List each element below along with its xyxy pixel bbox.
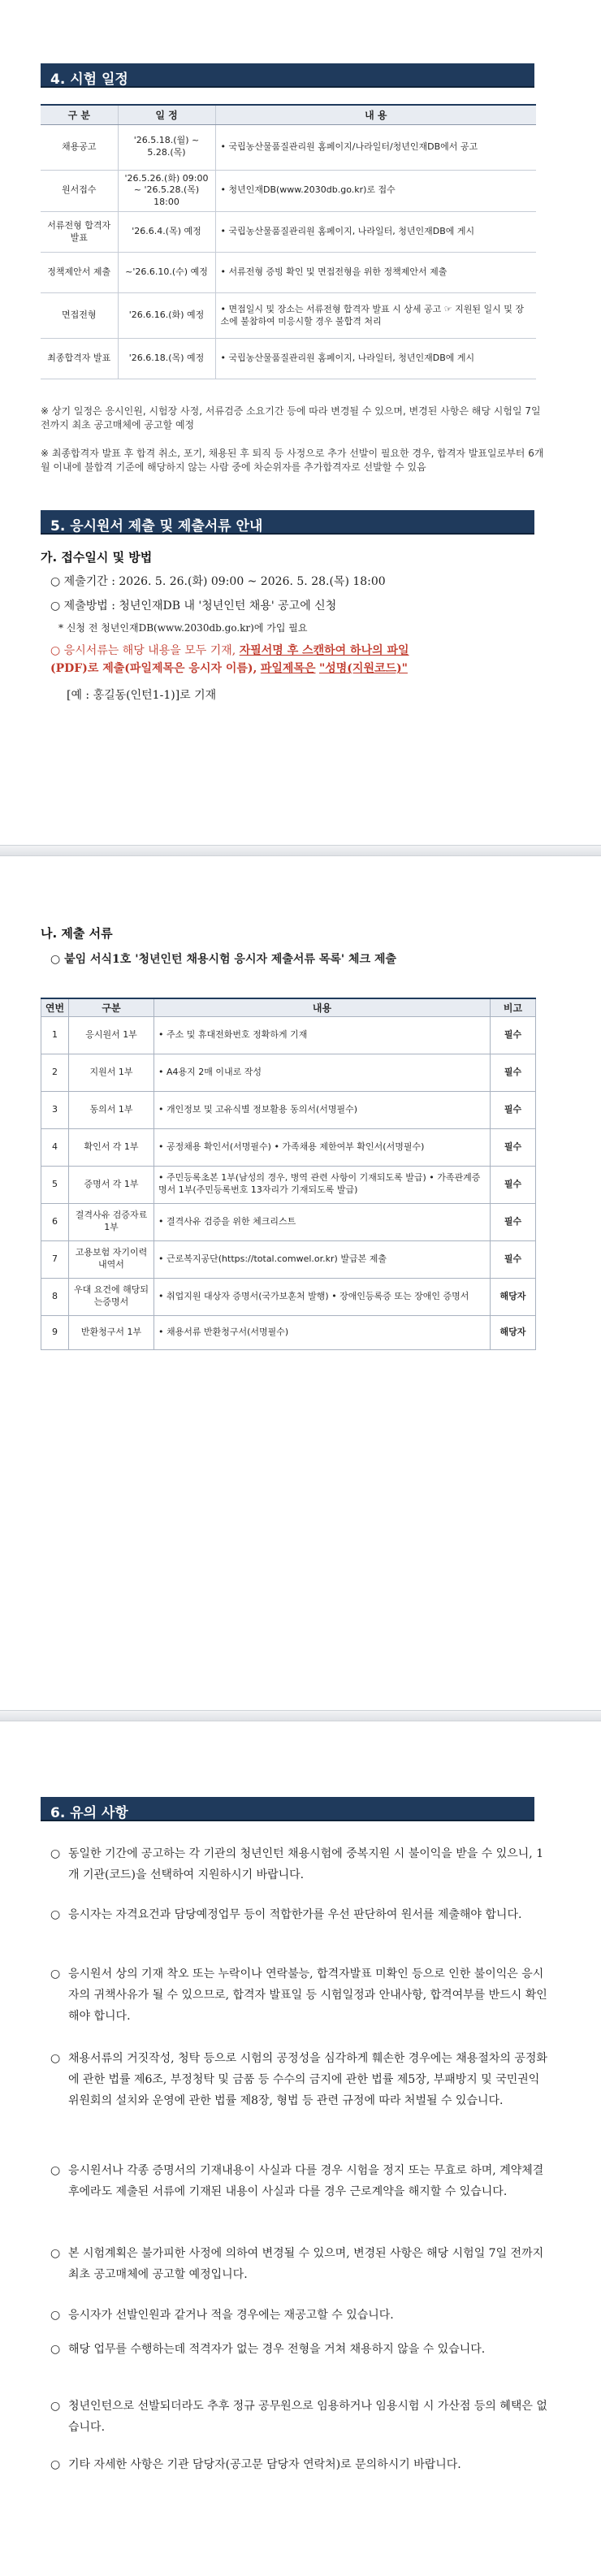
- schedule-date: '26.6.16.(화) 예정: [118, 293, 215, 339]
- doc-type: 응시원서 1부: [69, 1016, 154, 1054]
- schedule-category: 정책제안서 제출: [41, 253, 118, 293]
- doc-no: 9: [41, 1315, 69, 1349]
- doc-type: 지원서 1부: [69, 1054, 154, 1091]
- doc-type: 결격사유 검증자료 1부: [69, 1203, 154, 1240]
- table-row: [41, 1315, 536, 1349]
- schedule-date: '26.5.26.(화) 09:00 ~ '26.5.28.(목) 18:00: [118, 170, 215, 212]
- table-row: [41, 1240, 536, 1278]
- submission-method: ○ 제출방법 : 청년인재DB 내 '청년인턴 채용' 공고에 신청: [50, 600, 337, 613]
- caution-item: ○ 본 시험계획은 불가피한 사정에 의하여 변경될 수 있으며, 변경된 사항은 해당 시험일 7일 전까지 최초 공고매체에 공고할 예정입니다.: [50, 2244, 549, 2286]
- caution-item: ○ 응시원서 상의 기재 착오 또는 누락이나 연락불능, 합격자발표 미확인 등으로 인한 불이익은 응시자의 귀책사유가 될 수 있으므로, 합격자 발표일 등 시험일정과 안내사항, 합격여부를 반드시 확인해야 합니다.: [50, 1964, 549, 2028]
- table-row: [41, 1203, 536, 1240]
- caution-text: 동일한 기간에 공고하는 각 기관의 청년인턴 채용시험에 중복지원 시 불이익을 받을 수 있으니, 1개 기관(코드)을 선택하여 지원하시기 바랍니다.: [68, 1847, 544, 1881]
- caution-item: ○ 청년인턴으로 선발되더라도 추후 정규 공무원으로 임용하거나 임용시험 시 가산점 등의 혜택은 없습니다.: [50, 2396, 549, 2439]
- doc-no: 6: [41, 1203, 69, 1240]
- table-row: [41, 1128, 536, 1166]
- doc-no: 1: [41, 1016, 69, 1054]
- doc-type: 우대 요건에 해당되는증명서: [69, 1278, 154, 1315]
- instruction-part-c: (PDF)로 제출(파일제목은 응시자 이름),: [50, 662, 257, 676]
- schedule-content: • 서류전형 증빙 확인 및 면접전형을 위한 정책제안서 제출: [215, 253, 536, 293]
- doc-no: 7: [41, 1240, 69, 1278]
- schedule-content: • 국립농산물품질관리원 홈페이지, 나라일터, 청년인재DB에 게시: [215, 212, 536, 253]
- doc-remark: 필수: [491, 1203, 536, 1240]
- caution-item: ○ 채용서류의 거짓작성, 청탁 등으로 시험의 공정성을 심각하게 훼손한 경우에는 채용절차의 공정화에 관한 법률 제6조, 부정청탁 및 금품 등 수수의 금지에 관한 법률 제5장, 부패방지 및 국민권익위원회의 설치와 운영에 관한 법률 제8장, 형법 등 관련 규정에 따라 처벌될 수 있습니다.: [50, 2049, 549, 2112]
- doc-remark: 필수: [491, 1128, 536, 1166]
- schedule-note-2: ※ 최종합격자 발표 후 합격 취소, 포기, 채용된 후 퇴직 등 사정으로 추가 선발이 필요한 경우, 합격자 발표일로부터 6개월 이내에 불합격 기준에 해당하지 않는 사람 중에 차순위자를 추가합격자로 선발할 수 있음: [41, 448, 544, 474]
- table-row: [41, 1091, 536, 1128]
- caution-text: 본 시험계획은 불가피한 사정에 의하여 변경될 수 있으며, 변경된 사항은 해당 시험일 7일 전까지 최초 공고매체에 공고할 예정입니다.: [68, 2247, 544, 2281]
- schedule-category: 면접전형: [41, 293, 118, 339]
- table-row: [41, 293, 536, 339]
- doc-remark: 해당자: [491, 1278, 536, 1315]
- schedule-content: • 국립농산물품질관리원 홈페이지/나라일터/청년인재DB에서 공고: [215, 124, 536, 170]
- caution-item: ○ 응시자가 선발인원과 같거나 적을 경우에는 재공고할 수 있습니다.: [50, 2305, 549, 2327]
- docs-header-no: 연번: [41, 998, 69, 1016]
- doc-remark: 필수: [491, 1016, 536, 1054]
- doc-remark: 해당자: [491, 1315, 536, 1349]
- docs-header-type: 구분: [69, 998, 154, 1016]
- page-divider: [0, 1710, 601, 1721]
- table-row: [41, 1166, 536, 1203]
- section-5-title: 5. 응시원서 제출 및 제출서류 안내: [50, 518, 263, 535]
- caution-text: 응시자는 자격요건과 담당예정업무 등이 적합한가를 우선 판단하여 원서를 제출해야 합니다.: [68, 1908, 522, 1921]
- schedule-category: 서류전형 합격자 발표: [41, 212, 118, 253]
- document-instructions: [50, 642, 554, 678]
- doc-content: • 채용서류 반환청구서(서명필수): [154, 1315, 491, 1349]
- caution-text: 해당 업무를 수행하는데 적격자가 없는 경우 전형을 거쳐 채용하지 않을 수 있습니다.: [68, 2343, 486, 2356]
- caution-text: 응시원서나 각종 증명서의 기재내용이 사실과 다를 경우 시험을 정지 또는 무효로 하며, 계약체결 후에라도 제출된 서류에 기재된 내용이 사실과 다를 경우 근로계약을 해지할 수 있습니다.: [68, 2164, 544, 2198]
- docs-header-remark: 비고: [491, 998, 536, 1016]
- doc-no: 2: [41, 1054, 69, 1091]
- doc-remark: 필수: [491, 1240, 536, 1278]
- table-row: [41, 339, 536, 379]
- section-5-heading: [41, 510, 534, 535]
- doc-content: • 주소 및 휴대전화번호 정확하게 기재: [154, 1016, 491, 1054]
- doc-content: • 결격사유 검증을 위한 체크리스트: [154, 1203, 491, 1240]
- schedule-category: 채용공고: [41, 124, 118, 170]
- caution-text: 기타 자세한 사항은 기관 담당자(공고문 담당자 연락처)로 문의하시기 바랍니다.: [68, 2458, 461, 2471]
- doc-type: 고용보험 자기이력내역서: [69, 1240, 154, 1278]
- docs-header-content: 내용: [154, 998, 491, 1016]
- schedule-header-date: 일 정: [118, 105, 215, 124]
- instruction-part-b: 자필서명 후 스캔하여 하나의 파일: [239, 644, 409, 657]
- doc-content: • 근로복지공단(https://total.comwel.or.kr) 발급본 제출: [154, 1240, 491, 1278]
- instruction-part-d: 파일제목은: [260, 662, 316, 676]
- page-divider: [0, 845, 601, 856]
- schedule-category: 원서접수: [41, 170, 118, 212]
- instruction-part-a: ○ 응시서류는 해당 내용을 모두 기재,: [50, 644, 236, 657]
- section-6-heading: [41, 1797, 534, 1821]
- schedule-date: '26.5.18.(월) ~ 5.28.(목): [118, 124, 215, 170]
- caution-text: 응시원서 상의 기재 착오 또는 누락이나 연락불능, 합격자발표 미확인 등으로 인한 불이익은 응시자의 귀책사유가 될 수 있으므로, 합격자 발표일 등 시험일정과 안내사항, 합격여부를 반드시 확인해야 합니다.: [68, 1968, 547, 2023]
- caution-item: ○ 동일한 기간에 공고하는 각 기관의 청년인턴 채용시험에 중복지원 시 불이익을 받을 수 있으니, 1개 기관(코드)을 선택하여 지원하시기 바랍니다.: [50, 1844, 549, 1886]
- schedule-header-content: 내 용: [215, 105, 536, 124]
- table-row: [41, 1278, 536, 1315]
- caution-item: ○ 해당 업무를 수행하는데 적격자가 없는 경우 전형을 거쳐 채용하지 않을 수 있습니다.: [50, 2340, 549, 2361]
- schedule-header-category: 구 분: [41, 105, 118, 124]
- schedule-table: [41, 104, 536, 379]
- subheading-application: 가. 접수일시 및 방법: [41, 550, 153, 565]
- caution-text: 채용서류의 거짓작성, 청탁 등으로 시험의 공정성을 심각하게 훼손한 경우에는 채용절차의 공정화에 관한 법률 제6조, 부정청탁 및 금품 등 수수의 금지에 관한 법률 제5장, 부패방지 및 국민권익위원회의 설치와 운영에 관한 법률 제8장, 형법 등 관련 규정에 따라 처벌될 수 있습니다.: [68, 2052, 547, 2107]
- schedule-category: 최종합격자 발표: [41, 339, 118, 379]
- schedule-content: • 국립농산물품질관리원 홈페이지, 나라일터, 청년인재DB에 게시: [215, 339, 536, 379]
- table-row: [41, 212, 536, 253]
- registration-note: * 신청 전 청년인재DB(www.2030db.go.kr)에 가입 필요: [58, 622, 308, 634]
- doc-content: • A4용지 2매 이내로 작성: [154, 1054, 491, 1091]
- doc-content: • 취업지원 대상자 증명서(국가보훈처 발행) • 장애인등록증 또는 장애인 증명서: [154, 1278, 491, 1315]
- section-4-heading: [41, 63, 534, 88]
- caution-text: 청년인턴으로 선발되더라도 추후 정규 공무원으로 임용하거나 임용시험 시 가산점 등의 혜택은 없습니다.: [68, 2400, 547, 2434]
- doc-no: 4: [41, 1128, 69, 1166]
- doc-type: 동의서 1부: [69, 1091, 154, 1128]
- attachment-instruction: ○ 붙임 서식1호 '청년인턴 채용시험 응시자 제출서류 목록' 체크 제출: [50, 953, 397, 966]
- doc-content: • 주민등록초본 1부(남성의 경우, 병역 관련 사항이 기재되도록 발급) • 가족관계증명서 1부(주민등록번호 13자리가 기재되도록 발급): [154, 1166, 491, 1203]
- instruction-part-e: "성명(지원코드)": [318, 662, 408, 676]
- doc-no: 3: [41, 1091, 69, 1128]
- doc-content: • 개인정보 및 고유식별 정보활용 동의서(서명필수): [154, 1091, 491, 1128]
- caution-item: ○ 응시자는 자격요건과 담당예정업무 등이 적합한가를 우선 판단하여 원서를 제출해야 합니다.: [50, 1905, 549, 1926]
- doc-type: 반환청구서 1부: [69, 1315, 154, 1349]
- schedule-note-1: ※ 상기 일정은 응시인원, 시험장 사정, 서류검증 소요기간 등에 따라 변경될 수 있으며, 변경된 사항은 해당 시험일 7일 전까지 최초 공고매체에 공고할 예정: [41, 405, 541, 431]
- doc-content: • 공정채용 확인서(서명필수) • 가족채용 제한여부 확인서(서명필수): [154, 1128, 491, 1166]
- table-row: [41, 1016, 536, 1054]
- doc-remark: 필수: [491, 1166, 536, 1203]
- subheading-documents: 나. 제출 서류: [41, 926, 113, 941]
- caution-item: ○ 응시원서나 각종 증명서의 기재내용이 사실과 다를 경우 시험을 정지 또는 무효로 하며, 계약체결 후에라도 제출된 서류에 기재된 내용이 사실과 다를 경우 근로계약을 해지할 수 있습니다.: [50, 2161, 549, 2203]
- schedule-date: '26.6.18.(목) 예정: [118, 339, 215, 379]
- schedule-date: ~'26.6.10.(수) 예정: [118, 253, 215, 293]
- table-row: [41, 253, 536, 293]
- schedule-date: '26.6.4.(목) 예정: [118, 212, 215, 253]
- section-6-title: 6. 유의 사항: [50, 1805, 128, 1821]
- caution-item: ○ 기타 자세한 사항은 기관 담당자(공고문 담당자 연락처)로 문의하시기 바랍니다.: [50, 2455, 549, 2476]
- table-row: [41, 1054, 536, 1091]
- table-row: [41, 170, 536, 212]
- doc-remark: 필수: [491, 1091, 536, 1128]
- doc-remark: 필수: [491, 1054, 536, 1091]
- schedule-content: • 청년인재DB(www.2030db.go.kr)로 접수: [215, 170, 536, 212]
- section-4-title: 4. 시험 일정: [50, 71, 128, 88]
- doc-no: 8: [41, 1278, 69, 1315]
- doc-no: 5: [41, 1166, 69, 1203]
- caution-text: 응시자가 선발인원과 같거나 적을 경우에는 재공고할 수 있습니다.: [68, 2309, 394, 2322]
- documents-table: [41, 998, 536, 1350]
- schedule-content: • 면접일시 및 장소는 서류전형 합격자 발표 시 상세 공고 ☞ 지원된 일시 및 장소에 불참하여 미응시할 경우 불합격 처리: [215, 293, 536, 339]
- filename-example: [예 : 홍길동(인턴1-1)]로 기재: [67, 689, 217, 702]
- table-row: [41, 124, 536, 170]
- submission-period: ○ 제출기간 : 2026. 5. 26.(화) 09:00 ~ 2026. 5. 28.(목) 18:00: [50, 575, 386, 588]
- doc-type: 증명서 각 1부: [69, 1166, 154, 1203]
- doc-type: 확인서 각 1부: [69, 1128, 154, 1166]
